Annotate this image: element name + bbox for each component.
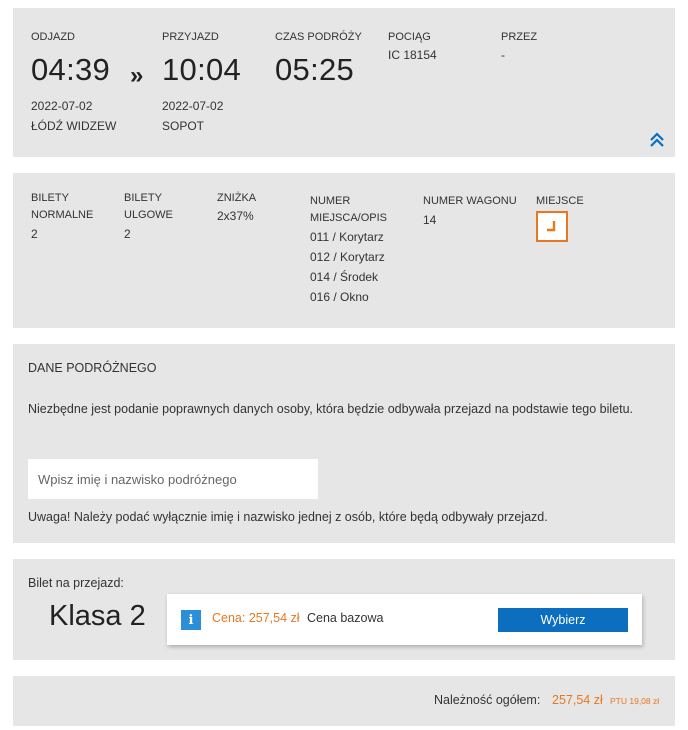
duration-label: CZAS PODRÓŻY bbox=[275, 31, 362, 43]
departure-time: 04:39 bbox=[31, 52, 111, 87]
total-value: 257,54 zł bbox=[552, 693, 603, 707]
reduced-tickets-value: 2 bbox=[124, 227, 131, 241]
seat-number-label-1: NUMER bbox=[310, 195, 351, 207]
vat-amount: PTU 19,08 zł bbox=[610, 696, 660, 706]
reduced-tickets-label-1: BILETY bbox=[124, 192, 162, 204]
class-label: Klasa 2 bbox=[49, 600, 146, 632]
traveler-section-title: DANE PODRÓŻNEGO bbox=[28, 361, 157, 375]
normal-tickets-value: 2 bbox=[31, 227, 38, 241]
departure-station: ŁÓDŹ WIDZEW bbox=[31, 119, 117, 133]
seat-entry: 011 / Korytarz bbox=[310, 230, 384, 244]
total-label: Należność ogółem: bbox=[434, 693, 541, 707]
reduced-tickets-label-2: ULGOWE bbox=[124, 209, 173, 221]
arrival-date: 2022-07-02 bbox=[162, 99, 224, 113]
arrival-station: SOPOT bbox=[162, 119, 205, 133]
fare-price: Cena: 257,54 zł bbox=[212, 611, 300, 625]
departure-label: ODJAZD bbox=[31, 31, 75, 43]
via-value: - bbox=[501, 48, 505, 62]
fare-option-card bbox=[167, 594, 642, 645]
summary-panel bbox=[13, 676, 675, 726]
departure-date: 2022-07-02 bbox=[31, 99, 93, 113]
seat-entry: 014 / Środek bbox=[310, 270, 379, 284]
traveler-warning: Uwaga! Należy podać wyłącznie imię i nazwisko jednej z osób, które będą odbywały przejazd. bbox=[28, 510, 548, 524]
place-label: MIEJSCE bbox=[536, 195, 584, 207]
fare-panel bbox=[13, 559, 675, 660]
train-number: IC 18154 bbox=[388, 48, 437, 62]
select-fare-button[interactable]: Wybierz bbox=[498, 608, 628, 632]
car-number-value: 14 bbox=[423, 213, 437, 227]
traveler-name-input[interactable] bbox=[28, 459, 318, 499]
seat-icon[interactable] bbox=[536, 211, 568, 242]
seat-number-label-2: MIEJSCA/OPIS bbox=[310, 212, 388, 224]
car-number-label: NUMER WAGONU bbox=[423, 195, 517, 207]
discount-label: ZNIŻKA bbox=[217, 192, 257, 204]
tickets-panel bbox=[13, 173, 675, 328]
info-icon: i bbox=[181, 610, 201, 630]
seat-entry: 012 / Korytarz bbox=[310, 250, 385, 264]
normal-tickets-label-1: BILETY bbox=[31, 192, 69, 204]
arrival-time: 10:04 bbox=[162, 52, 242, 87]
arrival-label: PRZYJAZD bbox=[162, 31, 219, 43]
traveler-panel bbox=[13, 344, 675, 543]
fare-price-type: Cena bazowa bbox=[307, 611, 384, 625]
seat-entry: 016 / Okno bbox=[310, 290, 369, 304]
double-chevron-up-icon[interactable] bbox=[649, 132, 665, 153]
direction-arrow: » bbox=[130, 62, 144, 89]
fare-heading: Bilet na przejazd: bbox=[28, 576, 124, 590]
duration-value: 05:25 bbox=[275, 52, 355, 87]
normal-tickets-label-2: NORMALNE bbox=[31, 209, 94, 221]
journey-panel bbox=[13, 8, 675, 157]
train-label: POCIĄG bbox=[388, 31, 431, 43]
discount-value: 2x37% bbox=[217, 209, 254, 223]
via-label: PRZEZ bbox=[501, 31, 538, 43]
traveler-description: Niezbędne jest podanie poprawnych danych osoby, która będzie odbywała przejazd na podstawie tego biletu. bbox=[28, 402, 634, 416]
